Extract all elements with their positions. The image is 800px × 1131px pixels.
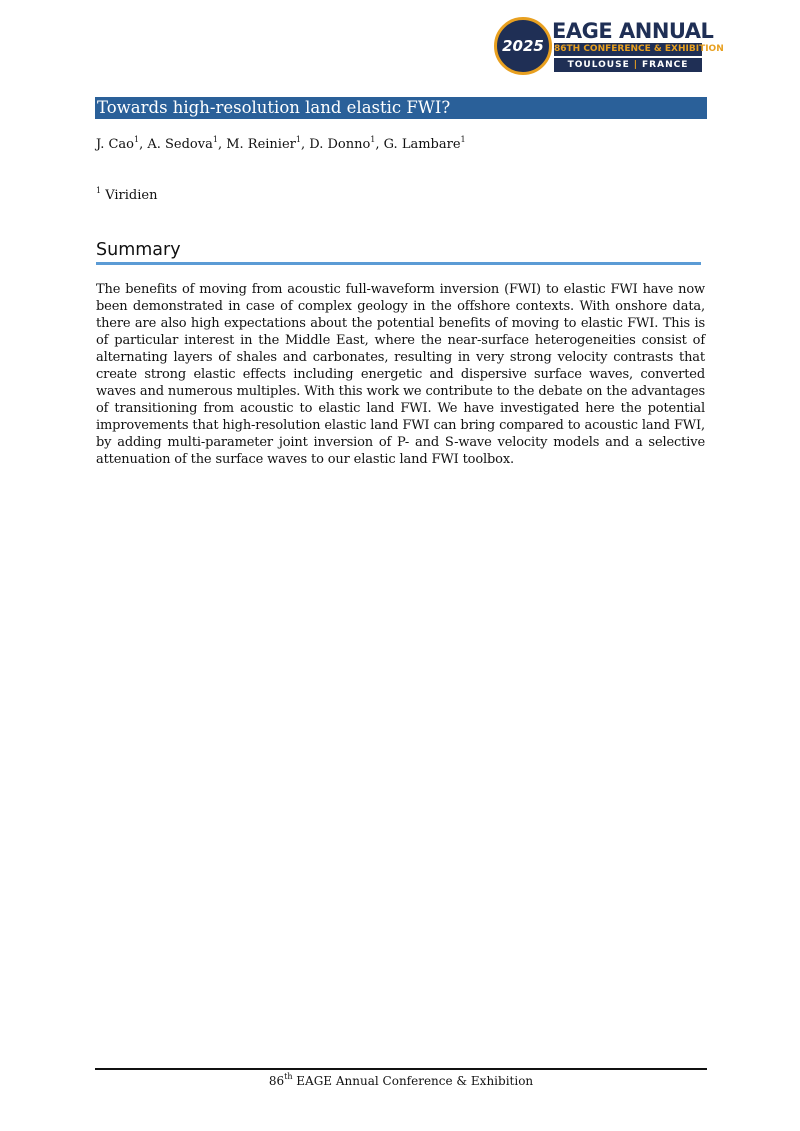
- logo-year: 2025: [502, 37, 544, 55]
- logo-city: TOULOUSE: [567, 60, 630, 70]
- paper-title: Towards high-resolution land elastic FWI?: [97, 98, 451, 117]
- affiliation-name: Viridien: [105, 188, 158, 203]
- affiliation-mark: 1: [96, 186, 102, 195]
- author: J. Cao: [96, 137, 134, 152]
- summary-heading: Summary: [96, 240, 181, 260]
- author-affiliation-mark: 1: [134, 135, 140, 144]
- page-footer: [95, 1069, 707, 1089]
- author: M. Reinier: [226, 137, 296, 152]
- abstract-text: The benefits of moving from acoustic full-waveform inversion (FWI) to elastic FWI have now been demonstrated in case of complex geology in the offshore contexts. With onshore data, there are also high expectations about the potential benefits of moving to elastic FWI. This is of particular interest in the Middle East, where the near-surface heterogeneities consist of alternating layers of shales and carbonates, resulting in very strong velocity contrasts that create strong elastic effects including energetic and dispersive surface waves, converted waves and numerous multiples. With this work we contribute to the debate on the advantages of transitioning from acoustic to elastic land FWI. We have investigated here the potential improvements that high-resolution elastic land FWI can bring compared to acoustic land FWI, by adding multi-parameter joint inversion of P- and S-wave velocity models and a selective attenuation of the surface waves to our elastic land FWI toolbox.: [96, 282, 705, 467]
- author-list: J. Cao$^1$, A. Sedova$^1$, M. Reinier$^1$, D. Donno$^1$, G. Lambare$^1$: [96, 135, 466, 152]
- author: A. Sedova: [147, 137, 213, 152]
- logo-separator: |: [633, 60, 639, 70]
- author-affiliation-mark: 1: [295, 135, 301, 144]
- author-affiliation-mark: 1: [212, 135, 218, 144]
- logo-country: FRANCE: [642, 60, 689, 70]
- affiliation: [96, 186, 157, 203]
- author-affiliation-mark: 1: [460, 135, 466, 144]
- eage-logo: [494, 15, 724, 75]
- logo-location: [554, 58, 702, 72]
- logo-conference: 86TH CONFERENCE & EXHIBITION: [554, 44, 724, 54]
- author: D. Donno: [309, 137, 371, 152]
- logo-name: EAGE ANNUAL: [552, 19, 714, 43]
- summary-rule: [96, 262, 701, 265]
- author-affiliation-mark: 1: [370, 135, 376, 144]
- author: G. Lambare: [383, 137, 461, 152]
- footer-ordinal: th: [284, 1072, 293, 1081]
- footer-number: 86: [268, 1074, 285, 1088]
- year-badge: [494, 17, 552, 75]
- footer-text: EAGE Annual Conference & Exhibition: [292, 1074, 534, 1088]
- title-bar: [95, 97, 707, 119]
